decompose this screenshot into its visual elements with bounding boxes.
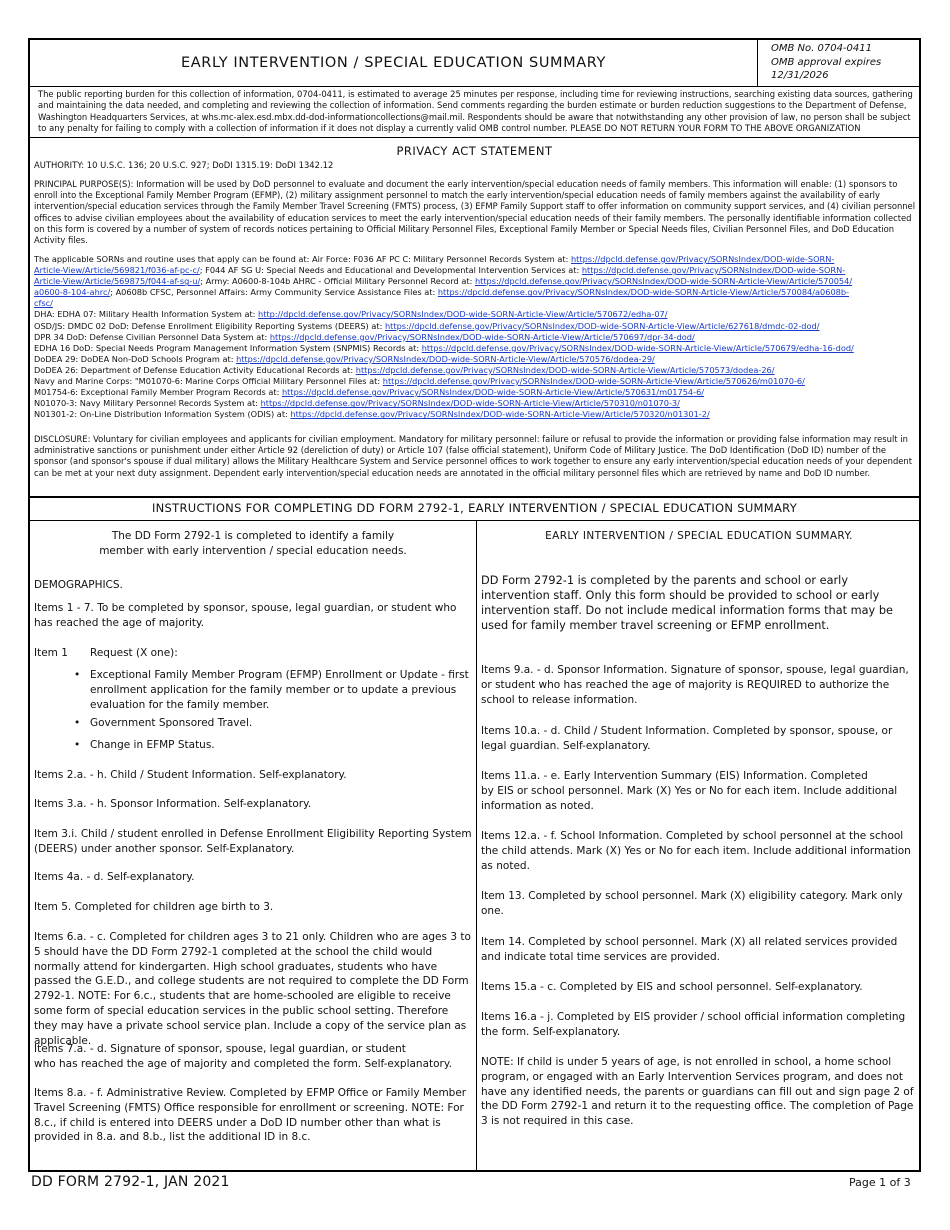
sorn-link[interactable]: https://dpcld.defense.gov/Privacy/SORNsIndex/DOD-wide-SORN-Article-View/Article/570697/dpr-34-dod/ [269, 331, 695, 342]
bullet-text: Government Sponsored Travel. [90, 717, 253, 729]
items-3: Items 3.a. - h. Sponsor Information. Self-explanatory. [34, 798, 312, 810]
sorn-line [34, 298, 918, 309]
sorn-line [34, 398, 918, 409]
items-7-line: who has reached the age of majority and completed the form. Self-explanatory. [34, 1057, 452, 1070]
item-14: Item 14. Completed by school personnel. Mark (X) all related services provided and indicate total time services are provided. [481, 936, 898, 963]
items-9: Items 9.a. - d. Sponsor Information. Signature of sponsor, spouse, legal guardian, or student who has reached the age of majority is REQUIRED to authorize the school to release information. [481, 664, 909, 706]
instructions-heading: INSTRUCTIONS FOR COMPLETING DD FORM 2792-1, EARLY INTERVENTION / SPECIAL EDUCATION SUMMARY [151, 501, 798, 515]
items-11-line: by EIS or school personnel. Mark (X) Yes or No for each item. Include additional information as noted. [481, 784, 898, 812]
sorn-link[interactable]: https://dpcld.defense.gov/Privacy/SORNsIndex/DOD-wide-SORN- [581, 265, 846, 276]
disclosure: DISCLOSURE: Voluntary for civilian employees and applicants for civilian employment. Mandatory for military personnel: failure or refusal to provide the information or providing false information may result in administrative sanctions or punishment under either Article 92 (dereliction of duty) or Article 107 (false official statement), Uniform Code of Military Justice. The DoD Identification (DoD ID) number of the sponsor (and sponsor's spouse if dual military) allows the Military Healthcare System and Service personnel offices to work together to ensure any early intervention/special education needs of your dependent can be met at your next duty assignment. Dependent early intervention/special education needs are annotated in the official military personnel files which are retrieved by name and DoD ID number. [34, 434, 913, 478]
items-12: Items 12.a. - f. School Information. Completed by school personnel at the school the child attends. Mark (X) Yes or No for each item. Include additional information as noted. [481, 830, 911, 872]
divider [30, 137, 919, 138]
intro-line: The DD Form 2792-1 is completed to identify a family [111, 530, 395, 542]
items-2: Items 2.a. - h. Child / Student Information. Self-explanatory. [34, 769, 347, 781]
items-15: Items 15.a - c. Completed by EIS and school personnel. Self-explanatory. [481, 981, 863, 993]
bullet-icon: • [74, 739, 81, 751]
sorn-line [34, 365, 918, 376]
item-5: Item 5. Completed for children age birth to 3. [34, 901, 274, 913]
form-title: EARLY INTERVENTION / SPECIAL EDUCATION SUMMARY [30, 40, 758, 86]
omb-number: OMB No. 0704-0411 [771, 43, 873, 54]
sorn-link[interactable]: https://dpcld.defense.gov/Privacy/SORNsIndex/DOD-wide-SORN-Article-View/Article/570054/ [474, 276, 853, 287]
sorn-link[interactable]: https://dpcld.defense.gov/Privacy/SORNsIndex/DOD-wide-SORN-Article-View/Article/570626/m01070-6/ [382, 376, 805, 387]
sorn-link[interactable]: Article-View/Article/569821/f036-af-pc-c/ [34, 265, 200, 276]
burden-statement: The public reporting burden for this collection of information, 0704-0411, is estimated to average 25 minutes per response, including time for reviewing instructions, searching existing data sources, gathering and maintaining the data needed, and completing and reviewing the collection of information. Send comments regarding the burden estimate or burden reduction suggestions to the Department of Defense, Washington Headquarters Services, at whs.mc-alex.esd.mbx.dd-dod-informationcollections@mail.mil. Respondents should be aware that notwithstanding any other provision of law, no person shall be subject to any penalty for failing to comply with a collection of information if it does not display a currently valid OMB control number. PLEASE DO NOT RETURN YOUR FORM TO THE ABOVE ORGANIZATION [38, 89, 913, 133]
sorn-line [34, 265, 918, 276]
sorn-text: N01070-3: Navy Military Personnel Records System at: [34, 398, 261, 409]
sorn-text: DPR 34 DoD: Defense Civilian Personnel Data System at: [34, 331, 270, 342]
sorn-link[interactable]: https://dpcld.defense.gov/Privacy/SORNsIndex/DOD-wide-SORN-Article-View/Article/570576/dodea-29/ [236, 353, 655, 364]
right-intro: DD Form 2792-1 is completed by the parents and school or early intervention staff. Only this form should be provided to school or early intervention staff. Do not include medical information forms that may be used for family member travel screening or EFMP enrollment. [481, 574, 893, 632]
sorn-text: M01754-6: Exceptional Family Member Program Records at: [34, 387, 282, 398]
sorn-line [34, 287, 918, 298]
sorn-link[interactable]: a0600-8-104-ahrc/ [34, 287, 111, 298]
items-11-line: Items 11.a. - e. Early Intervention Summary (EIS) Information. Completed [481, 770, 868, 782]
sorn-line [34, 409, 918, 420]
sorn-text: DHA: EDHA 07: Military Health Information System at: [34, 309, 259, 320]
bullet-item [74, 668, 470, 712]
bullet-item [74, 738, 470, 753]
principal-purpose: PRINCIPAL PURPOSE(S): Information will be used by DoD personnel to evaluate and document the early intervention/special education needs of family members. This information will enable: (1) sponsors to enroll into the Exceptional Family Member Program (EFMP), (2) military assignment personnel to match the early intervention/special education needs of family members against the availability of early intervention/special education services through the Family Member Travel Screening (FMTS) process, (3) EFMP Family Support staff to offer information on community support services, and (4) civilian personnel offices to advise civilian employees about the availability of education services to meet the early intervention/special education needs of their family members. The personally identifiable information collected on this form is covered by a number of system of records notices pertaining to Official Military Personnel Files, Exceptional Family Member or Special Needs files, Civilian Personnel Files, and DoD Education Activity files. [34, 179, 916, 246]
privacy-heading: PRIVACY ACT STATEMENT [396, 144, 553, 158]
sorn-line [34, 354, 918, 365]
intro-line: member with early intervention / special education needs. [99, 544, 407, 557]
items-8: Items 8.a. - f. Administrative Review. Completed by EFMP Office or Family Member Travel Screening (FMTS) Office responsible for enrollment or screening. NOTE: For 8.c., if child is entered into DEERS under a DoD ID number other than what is provided in 8.a. and 8.b., list the additional ID in 8.c. [34, 1087, 467, 1144]
items-4: Items 4a. - d. Self-explanatory. [34, 871, 195, 883]
demographics-heading: DEMOGRAPHICS. [34, 579, 123, 591]
items-1-7: Items 1 - 7. To be completed by sponsor, spouse, legal guardian, or student who has reached the age of majority. [34, 602, 457, 629]
sorn-list [34, 254, 918, 420]
sorn-link[interactable]: Article-View/Article/569875/f044-af-sg-u/ [34, 276, 201, 287]
items-7-line: Items 7.a. - d. Signature of sponsor, spouse, legal guardian, or student [34, 1043, 406, 1055]
sorn-text: DoDEA 26: Department of Defense Education Activity Educational Records at: [34, 364, 356, 375]
form-header [30, 40, 919, 87]
sorn-link[interactable]: http://dpcld.defense.gov/Privacy/SORNsIndex/DOD-wide-SORN-Article-View/Article/570672/edha-07/ [258, 309, 668, 320]
sorn-link[interactable]: https://dpcld.defense.gov/Privacy/SORNsIndex/DOD-wide-SORN-Article-View/Article/570310/n01070-3/ [260, 398, 680, 409]
sorn-line [34, 376, 918, 387]
sorn-link[interactable]: https://dpcld.defense.gov/Privacy/SORNsIndex/DOD-wide-SORN-Article-View/Article/570084/a0608b- [437, 287, 850, 298]
bullet-item [74, 716, 470, 731]
sorn-text: ; F044 AF SG U: Special Needs and Educational and Developmental Intervention Services at: [199, 265, 582, 276]
omb-date: 12/31/2026 [771, 70, 829, 81]
sorn-link[interactable]: https://dpcld.defense.gov/Privacy/SORNsIndex/DOD-wide-SORN-Article-View/Article/627618/dmdc-02-dod/ [384, 320, 820, 331]
left-intro [34, 529, 472, 559]
item-1-label: Item 1 [34, 647, 68, 659]
items-16: Items 16.a - j. Completed by EIS provider / school official information completing the form. Self-explanatory. [481, 1011, 906, 1038]
items-6: Items 6.a. - c. Completed for children ages 3 to 21 only. Children who are ages 3 to 5 should have the DD Form 2792-1 completed at the school the child would normally attend for kindergarten. High school graduates, students who have passed the G.E.D., and college students are not required to complete the DD Form 2792-1. NOTE: For 6.c., students that are home-schooled are eligible to receive some form of special education services in the public school setting. Therefore they may have a private school service plan. Include a copy of the service plan as applicable. [34, 931, 471, 1047]
sorn-line [34, 321, 918, 332]
sorn-line [34, 309, 918, 320]
items-7 [34, 1042, 472, 1072]
sorn-text: Navy and Marine Corps: "M01070-6: Marine Corps Official Military Personnel Files at: [34, 376, 383, 387]
sorn-text: The applicable SORNs and routine uses that apply can be found at: Air Force: F036 AF PC C: Military Personnel Records System at: [34, 254, 571, 264]
items-10: Items 10.a. - d. Child / Student Information. Completed by sponsor, spouse, or legal guardian. Self-explanatory. [481, 725, 893, 752]
omb-block [771, 42, 881, 83]
divider [30, 496, 919, 498]
sorn-text: OSD/JS: DMDC 02 DoD: Defense Enrollment Eligibility Reporting Systems (DEERS) at: [34, 320, 385, 331]
sorn-line [34, 254, 918, 265]
bullet-icon: • [74, 669, 81, 681]
sorn-link[interactable]: cfsc/ [34, 298, 53, 309]
sorn-text: ; Army: A0600-8-104b AHRC - Official Military Personnel Record at: [200, 276, 475, 287]
item-13: Item 13. Completed by school personnel. Mark (X) eligibility category. Mark only one. [481, 890, 903, 917]
sorn-line [34, 387, 918, 398]
note: NOTE: If child is under 5 years of age, is not enrolled in school, a home school program, or engaged with an Early Intervention Services program, and does not have any identified needs, the parents or guardians can fill out and sign page 2 of the DD Form 2792-1 and return it to the requesting office. The completion of Page 3 is not required in this case. [481, 1056, 914, 1128]
right-heading: EARLY INTERVENTION / SPECIAL EDUCATION SUMMARY. [545, 530, 853, 542]
sorn-link[interactable]: https://dpcld.defense.gov/Privacy/SORNsIndex/DOD-wide-SORN-Article-View/Article/570679/edha-16-dod/ [421, 342, 854, 353]
divider [30, 520, 919, 521]
column-divider [476, 521, 477, 1172]
sorn-text: ; A0608b CFSC, Personnel Affairs: Army Community Service Assistance Files at: [110, 287, 438, 298]
sorn-text: DoDEA 29: DoDEA Non-DoD Schools Program at: [34, 353, 237, 364]
authority: AUTHORITY: 10 U.S.C. 136; 20 U.S.C. 927; DoDI 1315.19: DoDI 1342.12 [34, 160, 334, 170]
sorn-line [34, 276, 918, 287]
sorn-line [34, 332, 918, 343]
page-number: Page 1 of 3 [849, 1176, 911, 1189]
sorn-link[interactable]: https://dpcld.defense.gov/Privacy/SORNsIndex/DOD-wide-SORN-Article-View/Article/570631/m01754-6/ [281, 387, 705, 398]
omb-expires: OMB approval expires [771, 56, 882, 68]
sorn-link[interactable]: https://dpcld.defense.gov/Privacy/SORNsIndex/DOD-wide-SORN- [570, 254, 835, 264]
sorn-text: EDHA 16 DoD: Special Needs Program Management Information System (SNPMIS) Records at: [34, 342, 422, 353]
item-1-text: Request (X one): [90, 647, 178, 659]
bullet-text: Exceptional Family Member Program (EFMP) Enrollment or Update - first enrollment application for the family member or to update a previous evaluation for the family member. [90, 669, 469, 711]
sorn-link[interactable]: https://dpcld.defense.gov/Privacy/SORNsIndex/DOD-wide-SORN-Article-View/Article/570320/n01301-2/ [290, 409, 710, 420]
sorn-line [34, 343, 918, 354]
sorn-text: N01301-2: On-Line Distribution Information System (ODIS) at: [34, 409, 291, 420]
form-id: DD FORM 2792-1, JAN 2021 [31, 1174, 230, 1190]
items-11 [481, 769, 917, 813]
item-3i: Item 3.i. Child / student enrolled in Defense Enrollment Eligibility Reporting System (DEERS) under another sponsor. Self-Explanatory. [34, 828, 472, 855]
bullet-icon: • [74, 717, 81, 729]
sorn-link[interactable]: https://dpcld.defense.gov/Privacy/SORNsIndex/DOD-wide-SORN-Article-View/Article/570573/dodea-26/ [355, 364, 775, 375]
form-frame [28, 38, 921, 1172]
bullet-text: Change in EFMP Status. [90, 739, 215, 751]
